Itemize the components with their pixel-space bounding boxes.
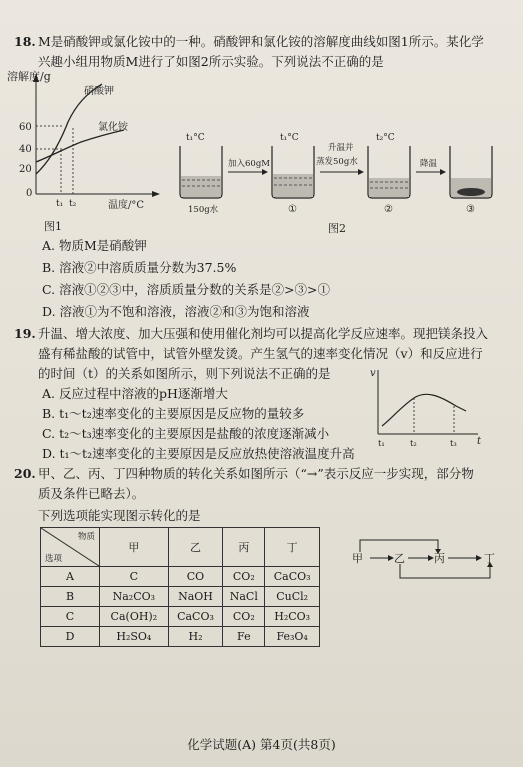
table-cell: NaCl [223, 587, 265, 607]
q18-option-a: A. 物质M是硝酸钾 [42, 238, 147, 253]
q18-option-d: D. 溶液①为不饱和溶液，溶液②和③为饱和溶液 [42, 304, 310, 319]
q19-stem-line1: 升温、增大浓度、加大压强和使用催化剂均可以提高化学反应速率。现把镁条投入 [38, 326, 489, 341]
table-cell: Na₂CO₃ [100, 587, 169, 607]
table-cell: CaCO₃ [265, 567, 320, 587]
q19-stem-line2: 盛有稀盐酸的试管中，试管外壁发烫。产生氢气的速率变化情况（v）和反应进行 [38, 346, 483, 361]
row-option: C [41, 607, 100, 627]
chart-xlabel: 温度/°C [108, 200, 145, 211]
curve-label-nh4cl: 氯化铵 [98, 122, 128, 133]
table-cell: H₂CO₃ [265, 607, 320, 627]
curve-label-kno3: 硝酸钾 [84, 86, 114, 97]
table-cell: CaCO₃ [168, 607, 223, 627]
graph-v-label: v [370, 368, 376, 379]
table-row [41, 607, 320, 627]
y-tick-60: 60 [19, 122, 32, 133]
q18-number: 18. [14, 34, 36, 49]
header-col-c: 丙 [223, 528, 265, 567]
table-cell: NaOH [168, 587, 223, 607]
solubility-chart [6, 70, 166, 235]
x-tick-t2: t₂ [69, 199, 77, 209]
table-cell: C [100, 567, 169, 587]
q18-option-b: B. 溶液②中溶质质量分数为37.5% [42, 260, 237, 275]
table-cell: Fe [223, 627, 265, 647]
table-cell: CO₂ [223, 567, 265, 587]
node-jia: 甲 [352, 552, 363, 565]
q20-stem-line1: 甲、乙、丙、丁四种物质的转化关系如图所示（“→”表示反应一步实现，部分物 [38, 466, 474, 481]
chart-ylabel: 溶解度/g [7, 70, 51, 83]
graph-t1-label: t₁ [378, 439, 385, 449]
graph-t2-label: t₂ [410, 439, 417, 449]
step2-label-b: 蒸发50g水 [316, 157, 358, 167]
beaker0-label: 150g水 [188, 205, 219, 215]
table-row [41, 567, 320, 587]
x-tick-t1: t₁ [56, 199, 64, 209]
table-row [41, 627, 320, 647]
table-row [41, 587, 320, 607]
fig2-caption: 图2 [328, 222, 346, 235]
table-cell: CuCl₂ [265, 587, 320, 607]
fig1-caption: 图1 [44, 220, 62, 233]
y-tick-20: 20 [19, 164, 32, 175]
node-yi: 乙 [394, 552, 405, 565]
beaker0-temp: t₁°C [186, 133, 205, 143]
q20-stem-line2: 质及条件已略去）。 [38, 486, 145, 501]
header-col-a: 甲 [100, 528, 169, 567]
table-header-row [41, 528, 320, 567]
options-table [40, 527, 320, 647]
table-cell: CO [168, 567, 223, 587]
beaker2-temp: t₂°C [376, 133, 395, 143]
row-option: D [41, 627, 100, 647]
y-tick-40: 40 [19, 144, 32, 155]
node-bing: 丙 [434, 552, 445, 565]
table-cell: H₂SO₄ [100, 627, 169, 647]
header-substance: 物质 [77, 532, 95, 542]
row-option: A [41, 567, 100, 587]
q18-stem-line2: 兴趣小组用物质M进行了如图2所示实验。下列说法不正确的是 [38, 54, 384, 69]
beaker1-temp: t₁°C [280, 133, 299, 143]
step2-label-a: 升温并 [328, 143, 354, 153]
header-col-d: 丁 [265, 528, 320, 567]
q19-option-d: D. t₁～t₂速率变化的主要原因是反应放热使溶液温度升高 [42, 446, 355, 461]
q18-stem-line1: M是硝酸钾或氯化铵中的一种。硝酸钾和氯化铵的溶解度曲线如图1所示。某化学 [38, 34, 484, 49]
q19-number: 19. [14, 326, 36, 341]
header-corner-cell [41, 528, 100, 567]
q18-option-c: C. 溶液①②③中，溶质质量分数的关系是②>③>① [42, 282, 331, 297]
y-tick-0: 0 [26, 188, 33, 199]
table-cell: CO₂ [223, 607, 265, 627]
q20-number: 20. [14, 466, 36, 481]
header-col-b: 乙 [168, 528, 223, 567]
row-option: B [41, 587, 100, 607]
table-cell: Ca(OH)₂ [100, 607, 169, 627]
q19-option-c: C. t₂～t₃速率变化的主要原因是盐酸的浓度逐渐减小 [42, 426, 330, 441]
table-cell: H₂ [168, 627, 223, 647]
page-footer: 化学试题(A) 第4页(共8页) [187, 737, 336, 752]
beaker2-label: ② [384, 204, 393, 215]
graph-t3-label: t₃ [450, 439, 457, 449]
q19-stem-line3: 的时间（t）的关系如图所示，则下列说法不正确的是 [38, 366, 331, 381]
q19-option-b: B. t₁～t₂速率变化的主要原因是反应物的量较多 [42, 406, 305, 421]
conversion-diagram [350, 536, 510, 586]
q20-stem-line3: 下列选项能实现图示转化的是 [38, 508, 201, 523]
beaker3-label: ③ [466, 204, 475, 215]
header-option: 选项 [45, 554, 63, 564]
table-cell: Fe₃O₄ [265, 627, 320, 647]
step3-label: 降温 [420, 159, 438, 169]
rate-time-graph [366, 366, 486, 450]
beaker1-label: ① [288, 204, 297, 215]
graph-t-label: t [477, 436, 482, 447]
experiment-diagram [172, 128, 502, 238]
node-ding: 丁 [484, 552, 495, 565]
step1-label: 加入60gM [228, 159, 270, 169]
q19-option-a: A. 反应过程中溶液的pH逐渐增大 [42, 386, 228, 401]
